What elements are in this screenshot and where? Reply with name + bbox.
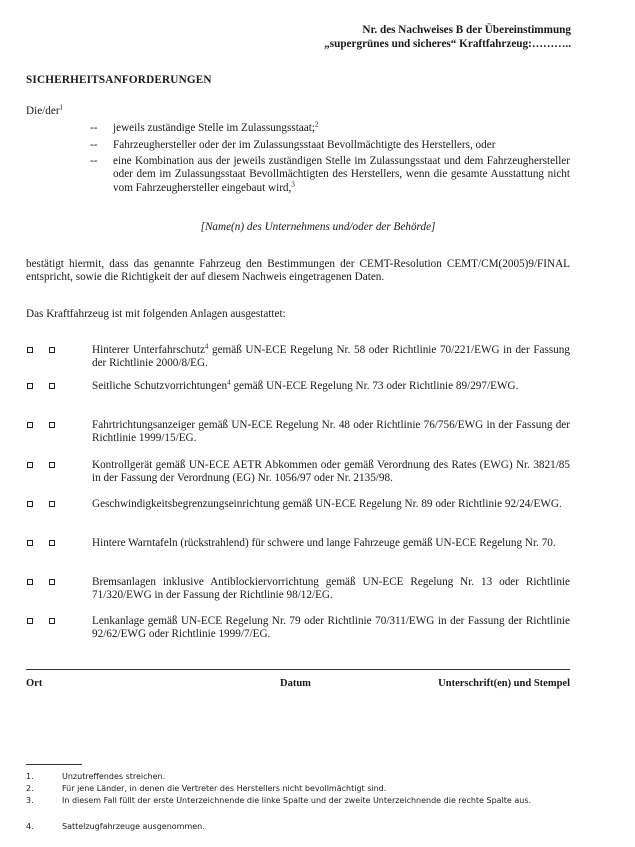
footnote-text: Für jene Länder, in denen die Vertreter des Herstellers nicht bevollmächtigt sind.: [62, 784, 387, 793]
checkbox[interactable]: [27, 501, 33, 507]
checkbox[interactable]: [27, 462, 33, 468]
checkbox[interactable]: [27, 422, 33, 428]
checkbox[interactable]: [49, 540, 55, 546]
checkbox[interactable]: [27, 579, 33, 585]
item-footnote-ref: 4: [227, 378, 231, 387]
checkbox[interactable]: [49, 501, 55, 507]
footnote-number: 3.: [26, 796, 34, 805]
equipment-item-text: Lenkanlage gemäß UN-ECE Regelung Nr. 79 oder Richtlinie 70/311/EWG in der Fassung der Richtlinie 92/62/EWG oder Richtlinie 1999/7/EG.: [92, 615, 570, 641]
option-text: [113, 155, 570, 195]
header-line-2: „supergrünes und sicheres“ Kraftfahrzeug:………..: [324, 38, 571, 50]
equipment-item-text: Hintere Warntafeln (rückstrahlend) für schwere und lange Fahrzeuge gemäß UN-ECE Regelung Nr. 70.: [92, 537, 556, 549]
option-text: [113, 139, 570, 152]
equipment-item-text: Kontrollgerät gemäß UN-ECE AETR Abkommen oder gemäß Verordnung des Rates (EWG) Nr. 3821/85 in der Fassung der Verordnung (EG) Nr. 1056/97 oder Nr. 2135/98.: [92, 459, 570, 485]
footnote-separator: [26, 764, 82, 765]
checkbox[interactable]: [49, 347, 55, 353]
option-3-footnote-ref: 3: [291, 180, 295, 189]
checkbox[interactable]: [49, 462, 55, 468]
checkbox[interactable]: [27, 540, 33, 546]
item-text-pre: Seitliche Schutzvorrichtungen: [92, 380, 228, 392]
item-text-post: gemäß UN-ECE Regelung Nr. 73 oder Richtlinie 89/297/EWG.: [230, 380, 519, 392]
footnote-text: In diesem Fall füllt der erste Unterzeichnende die linke Spalte und der zweite Unterzeichnende die rechte Spalte aus.: [62, 796, 532, 805]
intro-label-text: Die/der: [26, 105, 60, 117]
section-title: SICHERHEITSANFORDERUNGEN: [26, 74, 212, 86]
option-3-text: eine Kombination aus der jeweils zuständigen Stelle im Zulassungsstaat und dem Fahrzeughersteller oder dem im Zulassungsstaat Bevollmächtigten des Herstellers, wenn die gesamte Ausstattung nicht vom Fahrzeughersteller eingebaut wird,: [113, 155, 570, 194]
footnote-number: 4.: [26, 822, 34, 831]
checkbox[interactable]: [49, 579, 55, 585]
option-dash: --: [90, 122, 98, 134]
signature-date-label: Datum: [280, 678, 311, 689]
item-text-pre: Hinterer Unterfahrschutz: [92, 344, 205, 356]
equipment-item-text: [92, 344, 570, 371]
option-2-text: Fahrzeughersteller oder der im Zulassungsstaat Bevollmächtigte des Herstellers, oder: [113, 139, 496, 151]
signature-stamp-label: Unterschrift(en) und Stempel: [438, 678, 570, 689]
signature-line: [26, 669, 570, 670]
equipment-item-text: Bremsanlagen inklusive Antiblockiervorrichtung gemäß UN-ECE Regelung Nr. 13 oder Richtlinie 71/320/EWG in der Fassung der Richtlinie 98/12/EG.: [92, 576, 570, 602]
footnote-number: 2.: [26, 784, 34, 793]
footnote-number: 1.: [26, 772, 34, 781]
footnote-text: Sattelzugfahrzeuge ausgenommen.: [62, 822, 205, 831]
checkbox[interactable]: [49, 383, 55, 389]
footnote-text: Unzutreffendes streichen.: [62, 772, 166, 781]
checkbox[interactable]: [27, 347, 33, 353]
option-1-text: jeweils zuständige Stelle im Zulassungsstaat;: [113, 122, 315, 134]
equipment-item-text: Geschwindigkeitsbegrenzungseinrichtung gemäß UN-ECE Regelung Nr. 89 oder Richtlinie 92/24/EWG.: [92, 498, 562, 510]
header-line-1: Nr. des Nachweises B der Übereinstimmung: [362, 24, 571, 36]
checkbox[interactable]: [49, 422, 55, 428]
signature-place-label: Ort: [26, 678, 43, 689]
option-text: [113, 122, 570, 135]
checkbox[interactable]: [27, 383, 33, 389]
intro-footnote-ref: 1: [59, 103, 64, 112]
item-text-post: gemäß UN-ECE Regelung Nr. 58 oder Richtlinie 70/221/EWG in der Fassung der Richtlinie 2000/8/EG.: [92, 344, 570, 370]
intro-label: [26, 105, 63, 118]
company-name-placeholder: [Name(n) des Unternehmens und/oder der Behörde]: [200, 221, 436, 233]
option-dash: --: [90, 155, 98, 167]
checkbox[interactable]: [49, 618, 55, 624]
checkbox[interactable]: [27, 618, 33, 624]
option-dash: --: [90, 139, 98, 151]
equipment-item-text: Fahrtrichtungsanzeiger gemäß UN-ECE Regelung Nr. 48 oder Richtlinie 76/756/EWG in der Fassung der Richtlinie 1999/15/EG.: [92, 419, 570, 445]
equipment-intro: Das Kraftfahrzeug ist mit folgenden Anlagen ausgestattet:: [26, 308, 286, 320]
item-footnote-ref: 4: [204, 342, 209, 351]
document-header: [324, 23, 571, 51]
equipment-item-text: [92, 380, 570, 393]
option-1-footnote-ref: 2: [314, 120, 319, 129]
confirmation-text: bestätigt hiermit, dass das genannte Fahrzeug den Bestimmungen der CEMT-Resolution CEMT/CM(2005)9/FINAL entspricht, sowie die Richtigkeit der auf diesem Nachweis eingetragenen Daten.: [26, 258, 570, 284]
